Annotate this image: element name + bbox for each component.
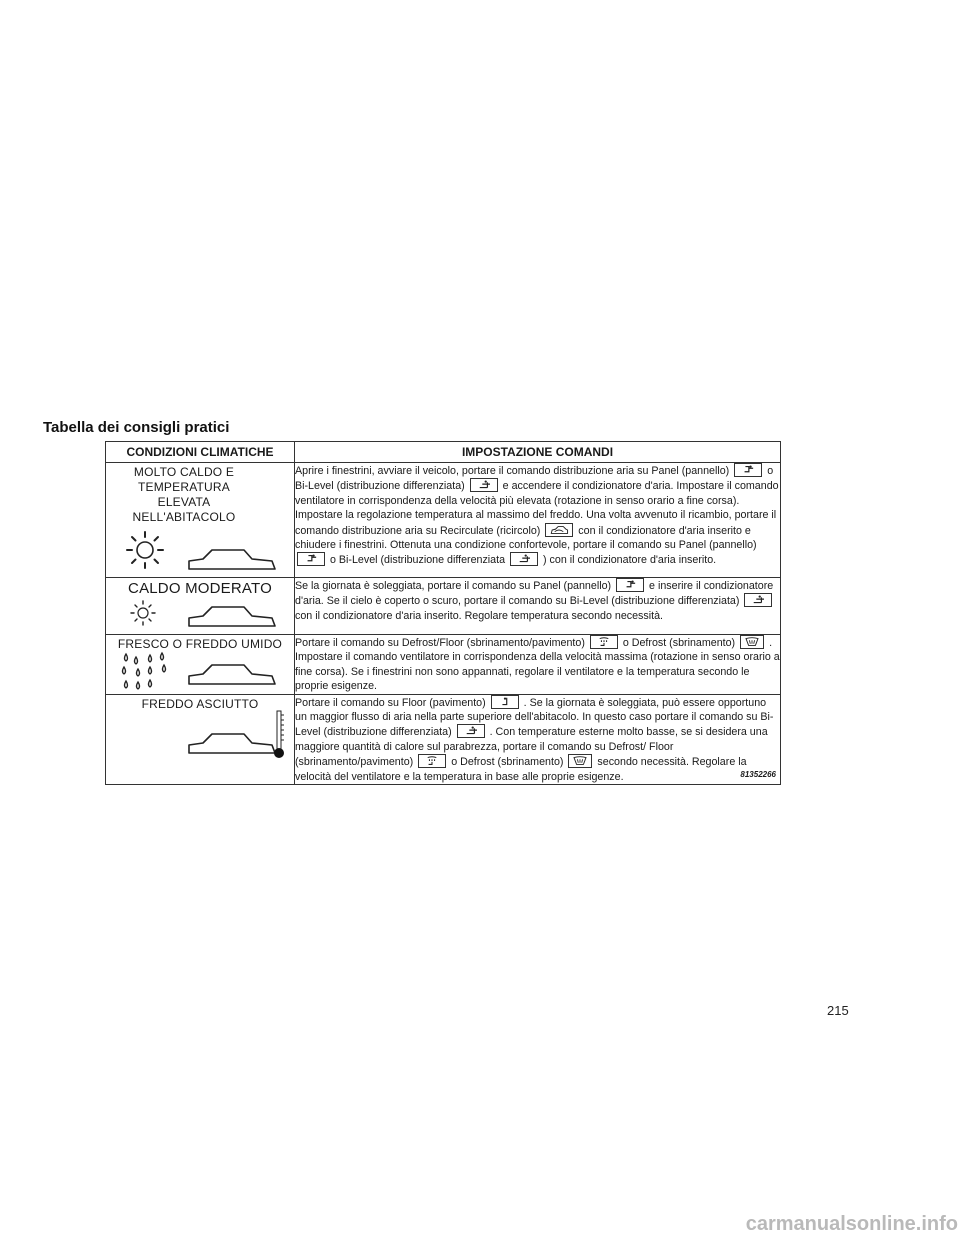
defrost-floor-mode-icon — [418, 754, 446, 768]
car-icon — [186, 546, 278, 574]
watermark: carmanualsonline.info — [745, 1213, 958, 1235]
table-row — [106, 578, 781, 635]
bilevel-mode-icon — [470, 478, 498, 492]
condition-cell — [106, 463, 295, 578]
recirculate-mode-icon — [545, 523, 573, 537]
page-number: 215 — [827, 1003, 849, 1018]
settings-text: Se la giornata è soleggiata, portare il comando su Panel (pannello) — [295, 580, 612, 592]
settings-text: . Impostare il comando ventilatore in corrispondenza della velocità massima (rotazione in senso orario a fine corsa). Se i finestrini non sono appannati, regolare il ventilatore e la temperatura secondo le proprie esigenze. — [295, 637, 780, 693]
settings-text: ) con il condizionatore d'aria inserito. — [543, 554, 717, 567]
condition-cell — [106, 635, 295, 695]
settings-text: . Se la giornata è soleggiata, può essere opportuno un maggior flusso di aria nella parte superiore dell'abitacolo. In questo caso portare il comando su Bi-Level (distribuzione differenziata) — [295, 696, 774, 739]
settings-text: Portare il comando su Floor (pavimento) — [295, 696, 486, 709]
panel-mode-icon — [616, 578, 644, 592]
defrost-floor-mode-icon — [590, 635, 618, 649]
settings-cell — [295, 635, 781, 695]
settings-text: con il condizionatore d'aria inserito e chiudere i finestrini. Ottenuta una condizione confortevole, portare il comando su Panel (pannello) — [295, 524, 757, 552]
condition-title: CALDO MODERATO — [128, 580, 272, 597]
settings-text: o Bi-Level (distribuzione differenziata) — [295, 465, 774, 493]
table-header-row — [106, 442, 781, 463]
car-icon — [186, 730, 278, 758]
settings-text: e inserire il condizionatore d'aria. Se il cielo è coperto o scuro, portare il comando su Bi-Level (distribuzione differenziata) — [295, 580, 774, 608]
condition-title: FREDDO ASCIUTTO — [141, 696, 259, 711]
settings-text: secondo necessità. Regolare la velocità del ventilatore e la temperatura in base alle proprie esigenze. — [295, 756, 747, 783]
settings-text: o Bi-Level (distribuzione differenziata — [329, 554, 506, 567]
defrost-mode-icon — [740, 635, 764, 649]
panel-mode-icon — [297, 552, 325, 566]
tips-table — [105, 441, 781, 785]
table-row — [106, 635, 781, 695]
bilevel-mode-icon — [744, 593, 772, 607]
header-conditions: CONDIZIONI CLIMATICHE — [106, 442, 295, 463]
header-settings: IMPOSTAZIONE COMANDI — [295, 442, 781, 463]
figure-number: 81352266 — [740, 769, 776, 779]
condition-title: FRESCO O FREDDO UMIDO — [117, 637, 283, 651]
car-icon — [186, 661, 278, 689]
sun-icon — [128, 598, 158, 628]
table-row — [106, 694, 781, 784]
settings-text: con il condizionatore d'aria inserito. Regolare temperatura secondo necessità. — [295, 609, 663, 622]
settings-text: . Con temperature esterne molto basse, se si desidera una maggiore quantità di calore sul parabrezza, portare il comando su Defrost/ Floor (sbrinamento/pavimento) — [295, 726, 768, 769]
sun-icon — [121, 526, 169, 574]
condition-cell — [106, 694, 295, 784]
settings-cell — [295, 463, 781, 578]
section-heading: Tabella dei consigli pratici — [43, 419, 230, 436]
thermometer-icon — [272, 709, 286, 761]
settings-text: o Defrost (sbrinamento) — [451, 756, 564, 769]
settings-text: Aprire i finestrini, avviare il veicolo, portare il comando distribuzione aria su Panel (pannello) — [295, 465, 730, 477]
car-icon — [186, 603, 278, 631]
table-row — [106, 463, 781, 578]
settings-text: e accendere il condizionatore d'aria. Impostare il comando ventilatore in corrispondenza della velocità più elevata (rotazione in senso orario a fine corsa). Impostare la regolazione temperatura al massimo del freddo. Una volta avvenuto il ricambio, portare il comando distribuzione aria su Recirculate (ricircolo) — [295, 480, 779, 537]
settings-text: Portare il comando su Defrost/Floor (sbrinamento/pavimento) — [295, 637, 585, 649]
settings-text: o Defrost (sbrinamento) — [622, 637, 736, 649]
condition-title: MOLTO CALDO E TEMPERATURA ELEVATA NELL'ABITACOLO — [132, 465, 236, 524]
settings-cell — [295, 694, 781, 784]
floor-mode-icon — [491, 695, 519, 709]
bilevel-mode-icon — [457, 724, 485, 738]
bilevel-mode-icon — [510, 552, 538, 566]
condition-cell — [106, 578, 295, 635]
defrost-mode-icon — [568, 754, 592, 768]
settings-cell — [295, 578, 781, 635]
rain-drops-icon — [120, 651, 172, 693]
panel-mode-icon — [734, 463, 762, 477]
